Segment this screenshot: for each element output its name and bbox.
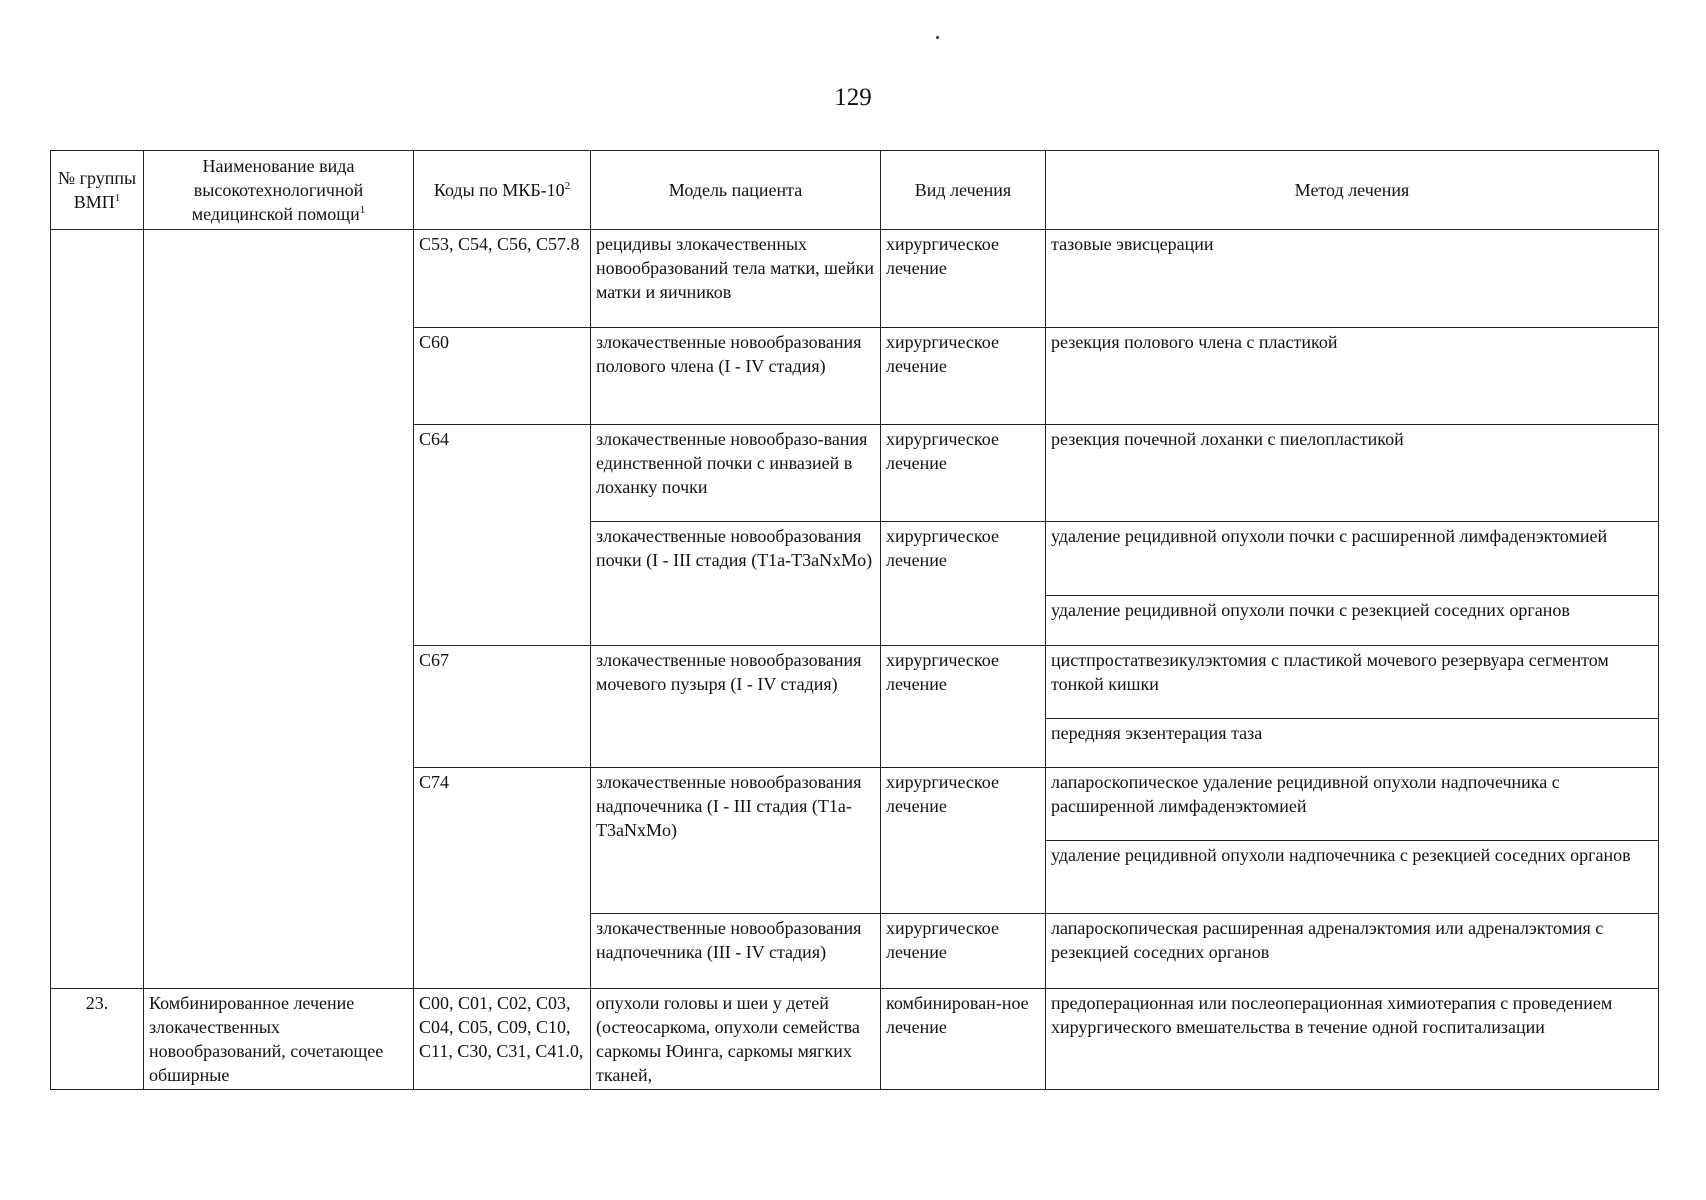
- header-icd-codes: Коды по МКБ-$10^2$: [414, 151, 591, 230]
- patient-model-cell: рецидивы злокачественных новообразований тела матки, шейки матки и яичников: [591, 230, 881, 328]
- patient-model-cell: злокачественные новообразования почки (I - III стадия (T1a-T3aNxMo): [591, 522, 881, 646]
- treatment-type-cell: хирургическое лечение: [881, 914, 1046, 989]
- header-group-number: № группы ВМП$^1$: [51, 151, 144, 230]
- header-treatment-type: Вид лечения: [881, 151, 1046, 230]
- treatment-method-cell: лапароскопическое удаление рецидивной опухоли надпочечника с расширенной лимфаденэктомией: [1046, 768, 1659, 841]
- header-treatment-method: Метод лечения: [1046, 151, 1659, 230]
- treatment-method-cell: резекция полового члена с пластикой: [1046, 328, 1659, 425]
- treatment-type-cell: хирургическое лечение: [881, 328, 1046, 425]
- vmp-table: [50, 150, 1659, 1090]
- treatment-method-cell: цистпростатвезикулэктомия с пластикой мочевого резервуара сегментом тонкой кишки: [1046, 646, 1659, 719]
- treatment-method-cell: удаление рецидивной опухоли почки с резекцией соседних органов: [1046, 596, 1659, 646]
- care-type-name-cell: Комбинированное лечение злокачественных новообразований, сочетающее обширные: [144, 989, 414, 1090]
- treatment-method-cell: удаление рецидивной опухоли почки с расширенной лимфаденэктомией: [1046, 522, 1659, 596]
- header-patient-model: Модель пациента: [591, 151, 881, 230]
- care-type-name-cell: [144, 230, 414, 989]
- patient-model-cell: злокачественные новообразования надпочечника (I - III стадия (T1a-T3aNxMo): [591, 768, 881, 914]
- table-row: [51, 230, 1659, 328]
- icd-codes-cell: C00, C01, C02, C03, C04, C05, C09, C10, C11, C30, C31, C41.0,: [414, 989, 591, 1090]
- group-number-cell: 23.: [51, 989, 144, 1090]
- group-number-cell: [51, 230, 144, 989]
- treatment-method-cell: лапароскопическая расширенная адреналэктомия или адреналэктомия с резекцией соседних органов: [1046, 914, 1659, 989]
- icd-codes-cell: C60: [414, 328, 591, 425]
- patient-model-cell: злокачественные новообразования надпочечника (III - IV стадия): [591, 914, 881, 989]
- icd-codes-cell: C64: [414, 425, 591, 646]
- table-row: [51, 989, 1659, 1090]
- patient-model-cell: злокачественные новообразования мочевого пузыря (I - IV стадия): [591, 646, 881, 768]
- table-header-row: [51, 151, 1659, 230]
- treatment-method-cell: предоперационная или послеоперационная химиотерапия с проведением хирургического вмешательства в течение одной госпитализации: [1046, 989, 1659, 1090]
- treatment-type-cell: хирургическое лечение: [881, 646, 1046, 768]
- patient-model-cell: злокачественные новообразо-вания единственной почки с инвазией в лоханку почки: [591, 425, 881, 522]
- treatment-method-cell: удаление рецидивной опухоли надпочечника с резекцией соседних органов: [1046, 841, 1659, 914]
- icd-codes-cell: C67: [414, 646, 591, 768]
- treatment-type-cell: хирургическое лечение: [881, 230, 1046, 328]
- treatment-type-cell: комбинирован-ное лечение: [881, 989, 1046, 1090]
- treatment-method-cell: резекция почечной лоханки с пиелопластикой: [1046, 425, 1659, 522]
- treatment-method-cell: тазовые эвисцерации: [1046, 230, 1659, 328]
- header-care-type-name: Наименование вида высокотехнологичной медицинской помощи$^1$: [144, 151, 414, 230]
- icd-codes-cell: C53, C54, C56, C57.8: [414, 230, 591, 328]
- page-number: 129: [834, 84, 872, 111]
- patient-model-cell: злокачественные новообразования полового члена (I - IV стадия): [591, 328, 881, 425]
- stray-dot: [936, 36, 939, 39]
- treatment-type-cell: хирургическое лечение: [881, 768, 1046, 914]
- patient-model-cell: опухоли головы и шеи у детей (остеосаркома, опухоли семейства саркомы Юинга, саркомы мягких тканей,: [591, 989, 881, 1090]
- treatment-method-cell: передняя экзентерация таза: [1046, 719, 1659, 768]
- treatment-type-cell: хирургическое лечение: [881, 425, 1046, 522]
- icd-codes-cell: C74: [414, 768, 591, 989]
- treatment-type-cell: хирургическое лечение: [881, 522, 1046, 646]
